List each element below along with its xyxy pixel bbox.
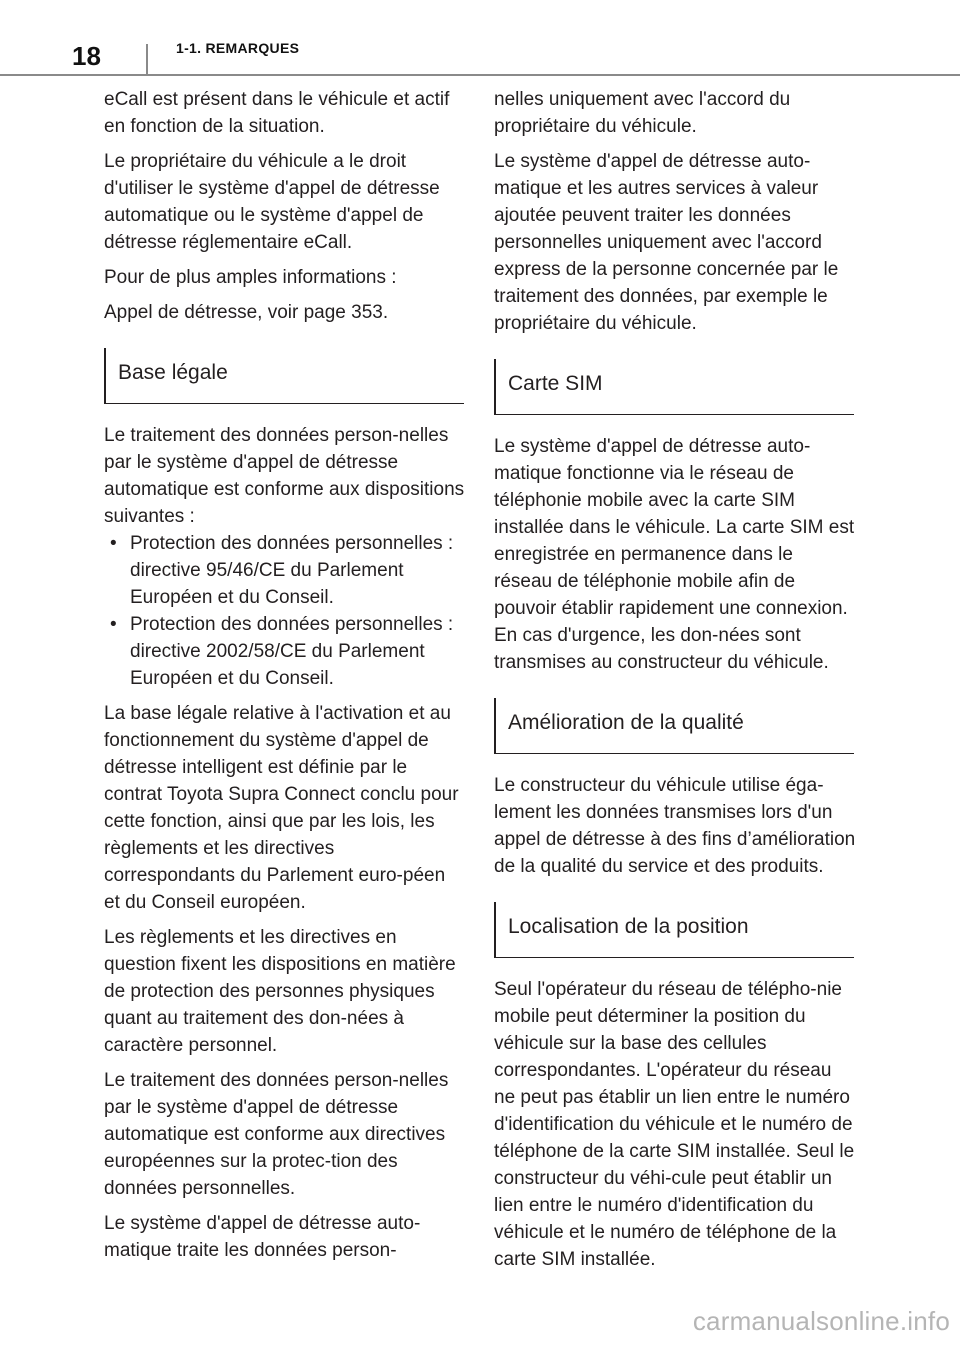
paragraph: Le système d'appel de détresse auto-matique et les autres services à valeur ajoutée peuvent traiter les données personnelles uniquement avec l'accord express de la personne concernée par le traitement des données, par exemple le propriétaire du véhicule.: [494, 151, 839, 334]
intro-paragraph: Le propriétaire du véhicule a le droit d'utiliser le système d'appel de détresse automatique ou le système d'appel de détresse réglementaire eCall.: [104, 151, 440, 253]
header-divider-tick: [146, 44, 148, 74]
page-reference: Appel de détresse, voir page 353.: [104, 302, 389, 323]
paragraph: Le traitement des données person-nelles par le système d'appel de détresse automatique est conforme aux dispositions suivantes :: [104, 425, 465, 527]
watermark: carmanualsonline.info: [692, 1306, 950, 1336]
directive-list: [104, 530, 466, 692]
paragraph: Les règlements et les directives en question fixent les dispositions en matière de protection des personnes physiques quant au traitement des don-nées à caractère personnel.: [104, 927, 456, 1056]
paragraph: Le système d'appel de détresse auto-matique traite les données person-: [104, 1213, 421, 1261]
intro-paragraph: Pour de plus amples informations :: [104, 267, 397, 288]
list-item: • Protection des données personnelles : directive 2002/58/CE du Parlement Européen et du Conseil.: [104, 611, 466, 692]
paragraph: Seul l'opérateur du réseau de télépho-nie mobile peut déterminer la position du véhicule sur la base des cellules correspondantes. L'opérateur du réseau ne peut pas établir un lien entre le numéro d'identification du véhicule et le numéro de téléphone de la carte SIM installée. Seul le constructeur du véhi-cule peut établir un lien entre le numéro d'identification du véhicule et le numéro de téléphone de la carte SIM installée.: [494, 979, 855, 1270]
subheading-label: Carte SIM: [508, 372, 603, 395]
header-rule: [0, 74, 960, 76]
paragraph: nelles uniquement avec l'accord du propriétaire du véhicule.: [494, 89, 791, 137]
left-column: [104, 86, 466, 1272]
page-number: 18: [72, 41, 101, 71]
subheading-base-legale: [104, 348, 464, 404]
intro-paragraph: eCall est présent dans le véhicule et actif en fonction de la situation.: [104, 89, 450, 137]
list-item: • Protection des données personnelles : directive 95/46/CE du Parlement Européen et du Conseil.: [104, 530, 466, 611]
subheading-label: Localisation de la position: [508, 915, 749, 938]
subheading-qualite: [494, 698, 854, 754]
subheading-carte-sim: [494, 359, 854, 415]
paragraph: Le traitement des données person-nelles par le système d'appel de détresse automatique est conforme aux directives européennes sur la protec-tion des données personnelles.: [104, 1070, 449, 1199]
paragraph: Le constructeur du véhicule utilise éga-lement les données transmises lors d'un appel de détresse à des fins d’amélioration de la qualité du service et des produits.: [494, 775, 856, 877]
paragraph: Le système d'appel de détresse auto-matique fonctionne via le réseau de téléphonie mobile avec la carte SIM installée dans le véhicule. La carte SIM est enregistrée en permanence dans le réseau de téléphonie mobile afin de pouvoir établir rapidement une connexion. En cas d'urgence, les don-nées sont transmises au constructeur du véhicule.: [494, 436, 855, 673]
paragraph: La base légale relative à l'activation et au fonctionnement du système d'appel de détresse intelligent est définie par le contrat Toyota Supra Connect conclu pour cette fonction, ainsi que par les lois, les règlements et les directives correspondants du Parlement euro-péen et du Conseil européen.: [104, 703, 459, 913]
section-title: 1-1. REMARQUES: [176, 40, 300, 56]
subheading-label: Amélioration de la qualité: [508, 711, 744, 734]
right-column: [494, 86, 856, 1281]
subheading-position: [494, 902, 854, 958]
subheading-label: Base légale: [118, 361, 228, 384]
page-header: [0, 0, 960, 80]
